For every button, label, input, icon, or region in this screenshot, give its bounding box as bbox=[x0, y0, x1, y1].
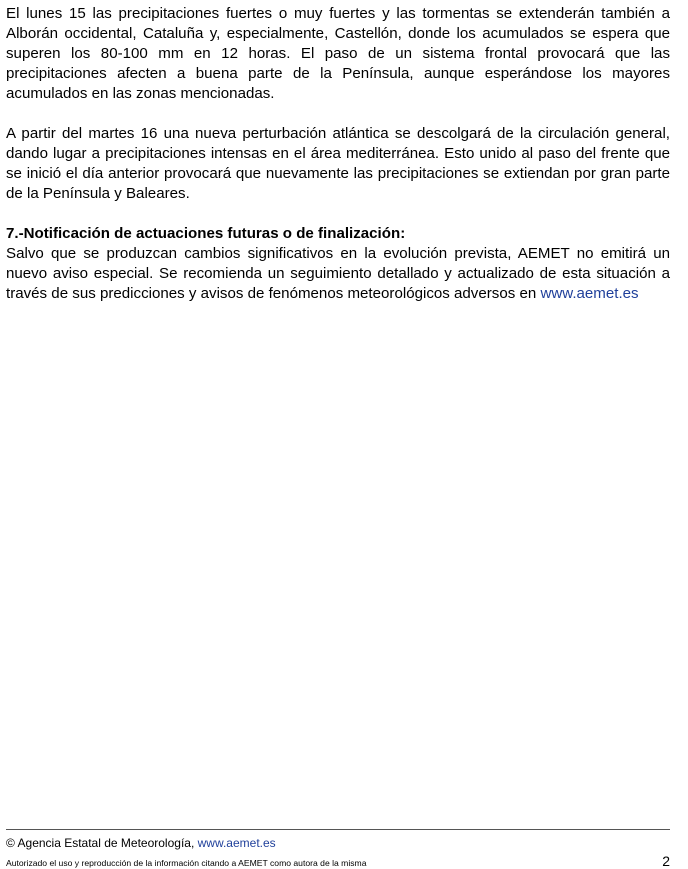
document-page bbox=[6, 4, 670, 304]
footer-website-link[interactable]: www.aemet.es bbox=[197, 836, 276, 850]
footer-divider bbox=[6, 829, 670, 830]
section-7-body-text: Salvo que se produzcan cambios significativos en la evolución prevista, AEMET no emitirá un nuevo aviso especial. Se recomienda un seguimiento detallado y actualizado de esta situación a través de sus predicciones y avisos de fenómenos meteorológicos adversos en bbox=[6, 245, 670, 302]
page-number: 2 bbox=[662, 853, 670, 869]
section-7-heading: 7.-Notificación de actuaciones futuras o de finalización: bbox=[6, 225, 406, 242]
footer-usage-notice: Autorizado el uso y reproducción de la información citando a AEMET como autora de la misma bbox=[6, 858, 367, 868]
page-footer bbox=[6, 829, 670, 869]
paragraph-tuesday-forecast: A partir del martes 16 una nueva perturbación atlántica se descolgará de la circulación general, dando lugar a precipitaciones intensas en el área mediterránea. Esto unido al paso del frente que se inició el día anterior provocará que nuevamente las precipitaciones se extiendan por gran parte de la Península y Baleares. bbox=[6, 125, 670, 202]
section-7-body bbox=[6, 244, 670, 304]
footer-copyright bbox=[6, 836, 670, 850]
aemet-website-link[interactable]: www.aemet.es bbox=[540, 285, 639, 302]
footer-bottom-row bbox=[6, 853, 670, 869]
copyright-text: © Agencia Estatal de Meteorología, bbox=[6, 836, 195, 850]
paragraph-monday-forecast: El lunes 15 las precipitaciones fuertes o muy fuertes y las tormentas se extenderán también a Alborán occidental, Cataluña y, especialmente, Castellón, donde los acumulados se espera que superen los 80-100 mm en 12 horas. El paso de un sistema frontal provocará que las precipitaciones afecten a buena parte de la Península, aunque esperándose los mayores acumulados en las zonas mencionadas. bbox=[6, 5, 670, 102]
